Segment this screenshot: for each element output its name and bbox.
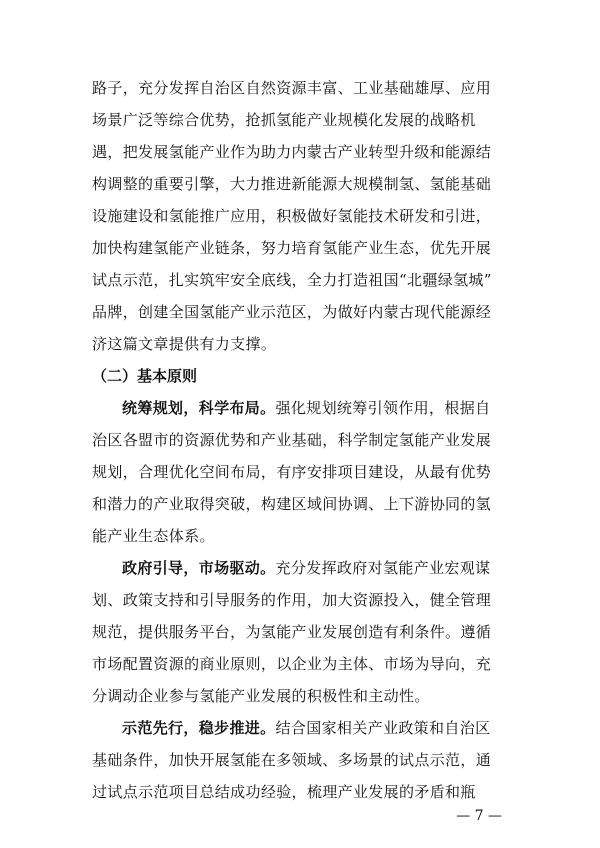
- principle-text: 充分发挥政府对氢能产业宏观谋: [275, 559, 491, 577]
- text-line: 构调整的重要引擎，大力推进新能源大规模制氢、氢能基础: [92, 175, 492, 193]
- text-line: 市场配置资源的商业原则，以企业为主体、市场为导向，充: [92, 655, 492, 673]
- principle-text: 结合国家相关产业政策和自治区: [275, 719, 491, 737]
- text-line: 规划，合理优化空间布局，有序安排项目建设，从最有优势: [92, 463, 492, 481]
- text-line: 分调动企业参与氢能产业发展的积极性和主动性。: [92, 687, 430, 705]
- text-line: 场景广泛等综合优势，抢抓氢能产业规模化发展的战略机: [92, 111, 476, 129]
- principle-title: 政府引导，市场驱动。: [122, 559, 276, 577]
- text-line: 过试点示范项目总结成功经验，梳理产业发展的矛盾和瓶: [92, 783, 476, 801]
- text-line: [122, 558, 490, 578]
- principle-title: 示范先行，稳步推进。: [122, 719, 276, 737]
- text-line: 试点示范，扎实筑牢安全底线，全力打造祖国“北疆绿氢城”: [92, 271, 492, 289]
- text-line: 遇，把发展氢能产业作为助力内蒙古产业转型升级和能源结: [92, 143, 492, 161]
- page-number: — 7 —: [456, 808, 502, 824]
- text-line: [122, 398, 490, 418]
- text-line: 加快构建氢能产业链条，努力培育氢能产业生态，优先开展: [92, 239, 492, 257]
- text-line: 基础条件，加快开展氢能在多领域、多场景的试点示范，通: [92, 751, 492, 769]
- text-line: 能产业生态体系。: [92, 527, 215, 545]
- text-line: 划、政策支持和引导服务的作用，加大资源投入，健全管理: [92, 591, 492, 609]
- principle-title: 统筹规划，科学布局。: [122, 399, 276, 417]
- section-heading: （二）基本原则: [92, 367, 198, 385]
- text-line: 路子，充分发挥自治区自然资源丰富、工业基础雄厚、应用: [92, 79, 492, 97]
- text-line: 和潜力的产业取得突破，构建区域间协调、上下游协同的氢: [92, 495, 492, 513]
- text-line: 规范，提供服务平台，为氢能产业发展创造有利条件。遵循: [92, 623, 492, 641]
- text-line: 治区各盟市的资源优势和产业基础，科学制定氢能产业发展: [92, 431, 492, 449]
- text-line: 品牌，创建全国氢能产业示范区，为做好内蒙古现代能源经: [92, 303, 492, 321]
- text-line: 济这篇文章提供有力支撑。: [92, 335, 277, 353]
- text-line: [122, 718, 490, 738]
- text-line: 设施建设和氢能推广应用，积极做好氢能技术研发和引进，: [92, 207, 492, 225]
- principle-text: 强化规划统筹引领作用，根据自: [275, 399, 491, 417]
